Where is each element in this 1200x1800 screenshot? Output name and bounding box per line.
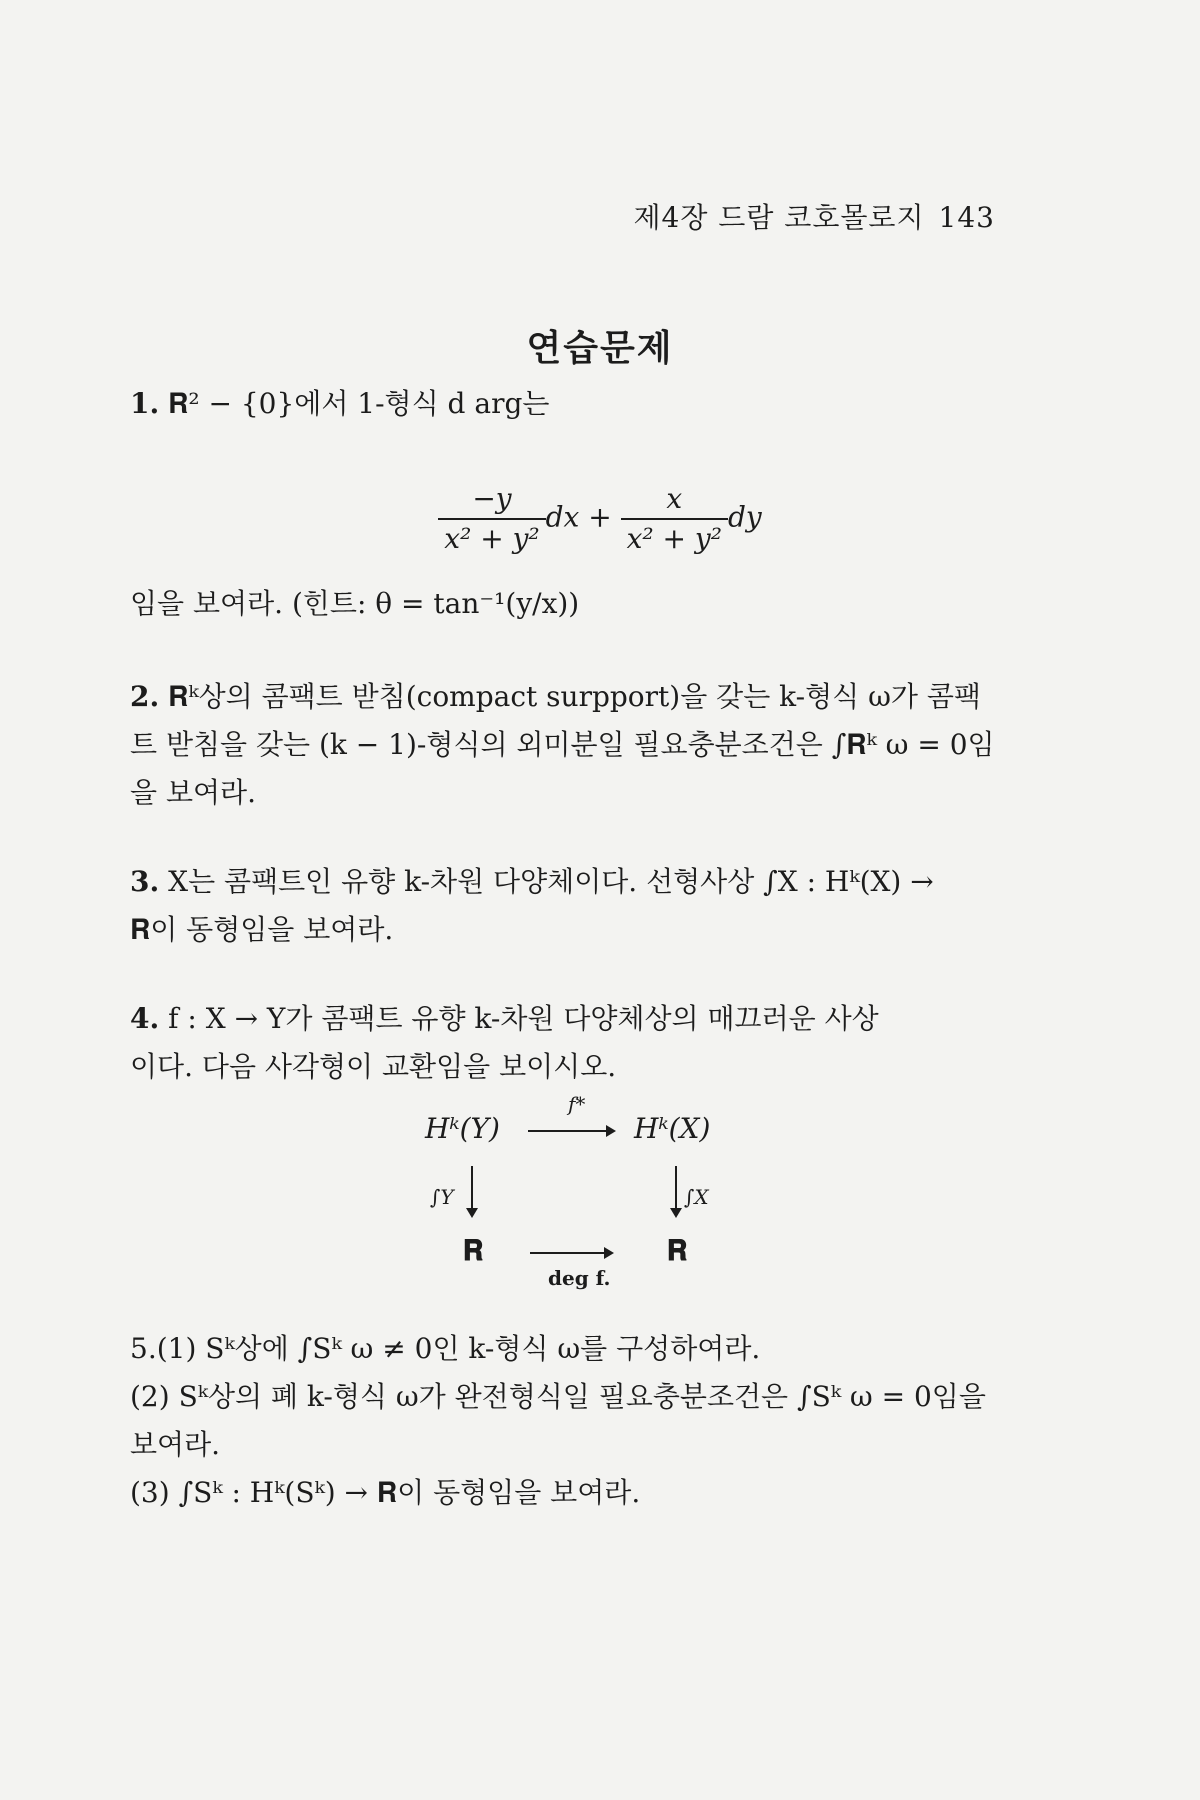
problem-5 <box>130 1325 1010 1517</box>
problem-4-text-1: f : X → Y가 콤팩트 유향 k-차원 다양체상의 매끄러운 사상 <box>168 1002 879 1035</box>
diagram-left-arrow-label: ∫Y <box>430 1185 454 1209</box>
problem-2-text-1: 𝐑ᵏ상의 콤팩트 받침(compact surpport)을 갖는 k-형식 ω가 콤팩 <box>168 680 981 713</box>
problem-5-part-1: 5.(1) Sᵏ상에 ∫Sᵏ ω ≠ 0인 k-형식 ω를 구성하여라. <box>130 1332 761 1365</box>
problem-3-line-2: 𝐑이 동형임을 보여라. <box>130 913 394 946</box>
problem-1-statement: 𝐑² − {0}에서 1-형식 d arg는 <box>168 387 550 420</box>
problem-1-number: 1. <box>130 387 160 420</box>
diagram-top-arrow-label: f* <box>568 1092 586 1116</box>
problem-3-text-1: X는 콤팩트인 유향 k-차원 다양체이다. 선형사상 ∫X : Hᵏ(X) → <box>168 865 934 898</box>
problem-2-line-3: 을 보여라. <box>130 776 256 809</box>
problem-5-part-2-cont: 보여라. <box>130 1428 221 1461</box>
problem-5-part-2: (2) Sᵏ상의 폐 k-형식 ω가 완전형식일 필요충분조건은 ∫Sᵏ ω = 0임을 <box>130 1380 986 1413</box>
diagram-right-arrow-label: ∫X <box>684 1185 709 1209</box>
problem-1-conclusion: 임을 보여라. (힌트: θ = tan⁻¹(y/x)) <box>130 587 580 620</box>
problem-2-line-2: 트 받침을 갖는 (k − 1)-형식의 외미분일 필요충분조건은 ∫𝐑ᵏ ω = 0임 <box>130 728 995 761</box>
fraction-1-denominator: x² + y² <box>444 522 540 555</box>
diagram-bottom-left: 𝐑 <box>463 1234 484 1267</box>
problem-5-part-3: (3) ∫Sᵏ : Hᵏ(Sᵏ) → 𝐑이 동형임을 보여라. <box>130 1476 641 1509</box>
problem-4-line-2: 이다. 다음 사각형이 교환임을 보이시오. <box>130 1050 617 1083</box>
formula-tail: dy <box>727 500 762 534</box>
diagram-bottom-right: 𝐑 <box>667 1234 688 1267</box>
diagram-top-right: Hᵏ(X) <box>634 1112 711 1145</box>
problem-2-number: 2. <box>130 680 160 713</box>
section-title: 연습문제 <box>526 327 674 369</box>
fraction-2-numerator: x <box>621 480 728 520</box>
diagram-left-arrow <box>471 1166 473 1216</box>
problem-3-number: 3. <box>130 865 160 898</box>
formula-middle: dx + <box>545 500 612 534</box>
diagram-top-left: Hᵏ(Y) <box>425 1112 500 1145</box>
problem-4-number: 4. <box>130 1002 160 1035</box>
page-number: 143 <box>938 201 995 234</box>
fraction-1-numerator: −y <box>438 480 545 520</box>
diagram-top-arrow <box>528 1130 614 1132</box>
fraction-2-denominator: x² + y² <box>626 522 722 555</box>
diagram-bottom-arrow <box>530 1252 612 1254</box>
diagram-bottom-arrow-label: deg f. <box>548 1266 611 1290</box>
diagram-right-arrow <box>675 1166 677 1216</box>
chapter-title: 제4장 드람 코호몰로지 <box>633 201 925 234</box>
